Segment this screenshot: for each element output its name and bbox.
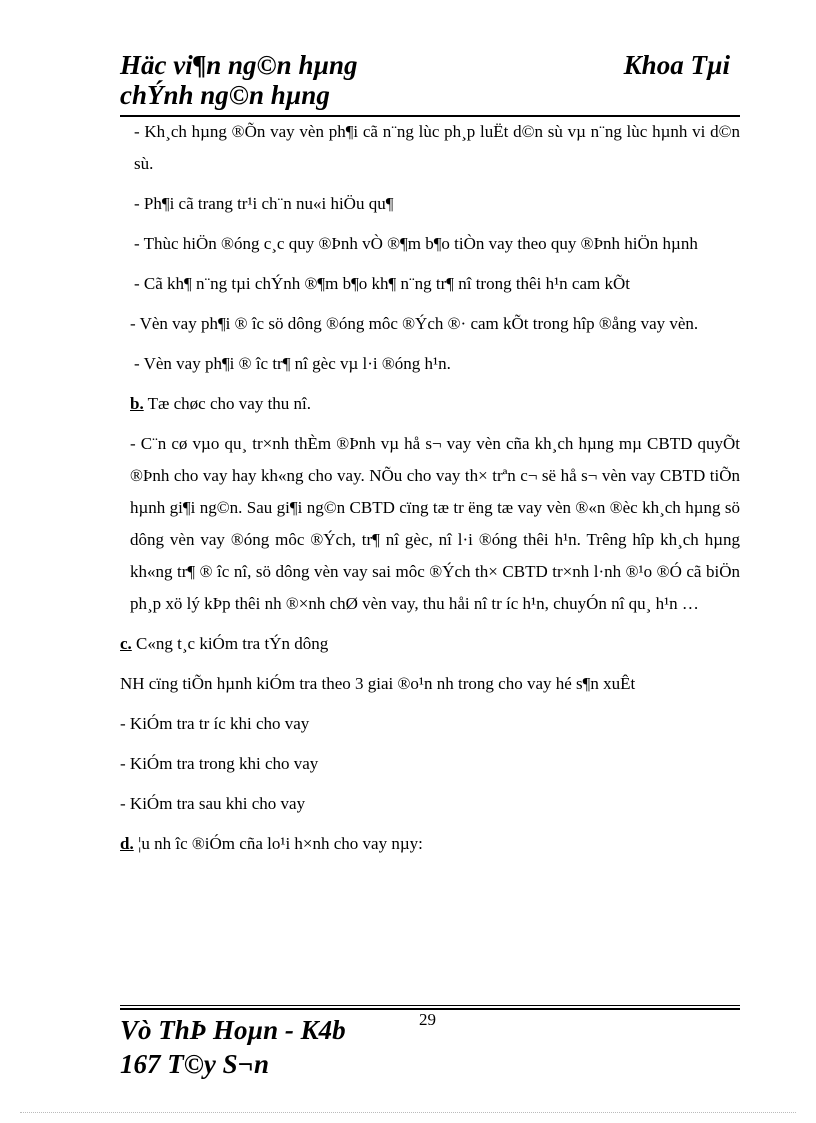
list-item-inspect-after: - KiÓm tra sau khi cho vay [120,794,306,813]
section-c-label: c. [120,634,132,653]
list-item-inspect-during: - KiÓm tra trong khi cho vay [120,754,319,773]
paragraph-inspection-intro: NH cïng tiÕn hµnh kiÓm tra theo 3 giai ®o¹n nh trong cho vay hé s¶n xuÊt [120,674,636,693]
page-bottom-border [20,1112,796,1113]
paragraph-requirement-purpose: - Vèn vay ph¶i ® îc sö dông ®óng môc ®Ých ®· cam kÕt trong hîp ®ång vay vèn. [130,314,699,333]
header-institution-line1: Häc vi¶n ng©n hµng [120,50,358,80]
header-institution [120,50,358,110]
header-institution-line2: chÝnh ng©n hµng [120,80,330,110]
list-item-inspect-before: - KiÓm tra tr íc khi cho vay [120,714,310,733]
page-number: 29 [419,1010,436,1029]
footer-author-address: 167 T©y S¬n [120,1049,270,1079]
section-b-heading [120,388,740,420]
paragraph-requirement-repayment: - Vèn vay ph¶i ® îc tr¶ nî gèc vµ l·i ®óng h¹n. [134,354,451,373]
paragraph-requirement-farm: - Ph¶i cã trang tr¹i ch¨n nu«i hiÖu qu¶ [134,194,394,213]
footer-author-name: Vò ThÞ Hoµn - K4b [120,1015,346,1045]
section-b-title: Tæ chøc cho vay thu nî. [143,394,312,413]
section-b-label: b. [130,394,144,413]
footer-divider-thin [120,1005,740,1006]
footer-author [120,1013,346,1081]
page-header [120,50,740,116]
paragraph-loan-process: - C¨n cø vµo qu¸ tr×nh thÈm ®Þnh vµ hå s¬ vay vèn cña kh¸ch hµng mµ CBTD quyÕt ®Þnh cho vay hay kh«ng cho vay. NÕu cho vay th× trªn c¬ së hå s¬ vèn vay CBTD tiÕn hµnh gi¶i ng©n. Sau gi¶i ng©n CBTD cïng tæ tr ëng tæ vay vèn ®«n ®èc kh¸ch hµng sö dông vèn vay ®óng môc ®Ých, tr¶ nî gèc, nî l·i ®óng thêi h¹n. Trêng hîp kh¸ch hµng kh«ng tr¶ ® îc nî, sö dông vèn vay sai môc ®Ých th× CBTD tr×nh l·nh ®¹o ®Ó cã biÖn ph¸p xö lý kÞp thêi nh ®×nh chØ vèn vay, thu håi nî tr íc h¹n, chuyÓn nî qu¸ h¹n … [130,434,740,613]
document-body [120,116,740,868]
section-d-heading [120,828,740,860]
paragraph-requirement-collateral: - Thùc hiÖn ®óng c¸c quy ®Þnh vÒ ®¶m b¶o tiÒn vay theo quy ®Þnh hiÖn hµnh [134,234,698,253]
paragraph-requirement-legal: - Kh¸ch hµng ®Õn vay vèn ph¶i cã n¨ng lùc ph¸p luËt d©n sù vµ n¨ng lùc hµnh vi d©n sù. [134,122,740,173]
section-d-title: ¦u nh îc ®iÓm cña lo¹i h×nh cho vay nµy: [133,834,423,853]
paragraph-requirement-finance: - Cã kh¶ n¨ng tµi chÝnh ®¶m b¶o kh¶ n¨ng tr¶ nî trong thêi h¹n cam kÕt [134,274,630,293]
section-c-heading [120,628,740,660]
section-d-label: d. [120,834,134,853]
header-faculty: Khoa Tµi [623,50,730,80]
section-c-title: C«ng t¸c kiÓm tra tÝn dông [131,634,329,653]
